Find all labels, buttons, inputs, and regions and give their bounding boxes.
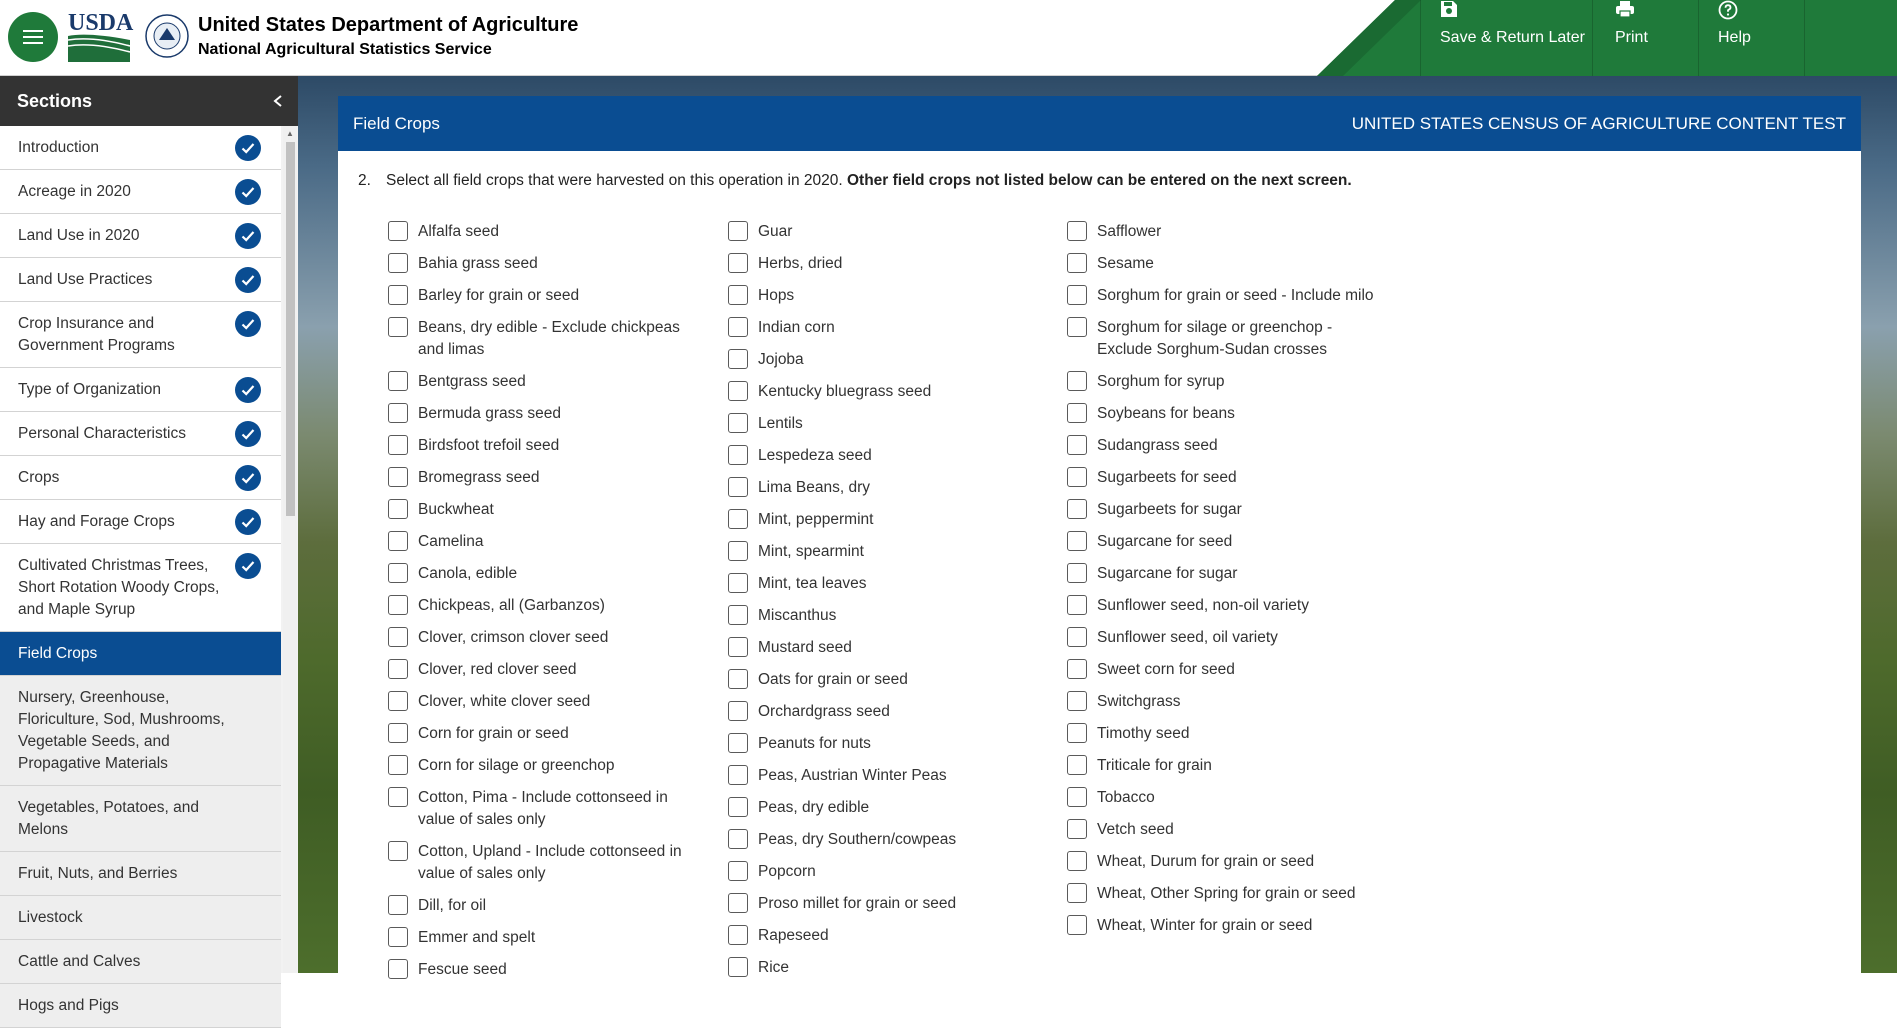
sidebar-title: Sections <box>17 90 93 111</box>
crop-option[interactable] <box>388 927 708 949</box>
crop-option[interactable] <box>728 829 1048 851</box>
crop-option[interactable] <box>1067 285 1387 307</box>
crop-checkbox[interactable] <box>388 499 408 519</box>
crop-column-2 <box>728 221 1048 989</box>
sidebar-item[interactable] <box>0 456 281 500</box>
crop-option-label: Chickpeas, all (Garbanzos) <box>418 597 605 614</box>
crop-checkbox[interactable] <box>728 445 748 465</box>
crop-option-label: Tobacco <box>1097 789 1155 806</box>
crop-option[interactable] <box>1067 659 1387 681</box>
checkmark-icon <box>235 135 261 161</box>
crop-option-label: Clover, crimson clover seed <box>418 629 609 646</box>
checkmark-icon <box>235 223 261 249</box>
crop-option-label: Peas, dry edible <box>758 799 870 816</box>
crop-option-label: Corn for silage or greenchop <box>418 757 615 774</box>
crop-checkbox[interactable] <box>388 659 408 679</box>
crop-checkbox[interactable] <box>728 349 748 369</box>
crop-option[interactable] <box>388 403 708 425</box>
sidebar-scrollbar[interactable] <box>283 126 297 973</box>
crop-option-label: Oats for grain or seed <box>758 671 908 688</box>
crop-option[interactable] <box>728 925 1048 947</box>
crop-option[interactable] <box>1067 403 1387 425</box>
crop-option[interactable] <box>388 499 708 521</box>
floppy-disk-icon <box>1440 0 1458 18</box>
sidebar-item-label: Livestock <box>18 909 83 926</box>
crop-checkbox[interactable] <box>388 467 408 487</box>
crop-option[interactable] <box>388 755 708 777</box>
crop-checkbox[interactable] <box>1067 253 1087 273</box>
crop-option[interactable] <box>728 701 1048 723</box>
crop-option[interactable] <box>728 285 1048 307</box>
sidebar-item-label: Introduction <box>18 139 99 156</box>
crop-option-label: Bentgrass seed <box>418 373 526 390</box>
crop-option[interactable] <box>728 349 1048 371</box>
header-actions-bar <box>1317 0 1897 76</box>
checkmark-icon <box>235 509 261 535</box>
help-label: Help <box>1718 29 1751 46</box>
sidebar-item[interactable] <box>0 126 281 170</box>
collapse-chevron-left-icon[interactable] <box>272 94 284 108</box>
crop-checkbox[interactable] <box>728 413 748 433</box>
crop-checkbox[interactable] <box>388 531 408 551</box>
crop-checkbox[interactable] <box>388 787 408 807</box>
crop-checkbox[interactable] <box>728 381 748 401</box>
crop-checkbox[interactable] <box>388 691 408 711</box>
crop-option-label: Herbs, dried <box>758 255 843 272</box>
crop-option-label: Indian corn <box>758 319 835 336</box>
site-header <box>0 0 1897 76</box>
crop-checkbox[interactable] <box>388 371 408 391</box>
crop-option[interactable] <box>388 895 708 917</box>
crop-checkbox[interactable] <box>388 959 408 979</box>
question-circle-icon <box>1718 0 1738 20</box>
crop-option-label: Lentils <box>758 415 803 432</box>
panel-header <box>338 96 1861 151</box>
sidebar-item-label: Crop Insurance and Government Programs <box>18 315 175 354</box>
field-crops-panel <box>338 96 1861 978</box>
crop-checkbox[interactable] <box>388 595 408 615</box>
crop-option[interactable] <box>728 765 1048 787</box>
crop-option-label: Peanuts for nuts <box>758 735 871 752</box>
crop-option[interactable] <box>388 563 708 585</box>
crop-option-label: Sugarcane for sugar <box>1097 565 1238 582</box>
crop-checkbox[interactable] <box>728 957 748 977</box>
crop-option-label: Jojoba <box>758 351 804 368</box>
crop-option[interactable] <box>728 733 1048 755</box>
crop-checkbox[interactable] <box>728 829 748 849</box>
crop-option-label: Sugarbeets for seed <box>1097 469 1237 486</box>
checkmark-icon <box>235 267 261 293</box>
menu-button[interactable] <box>8 12 58 62</box>
census-seal-icon <box>144 10 190 62</box>
crop-checkbox[interactable] <box>728 733 748 753</box>
crop-option-label: Bromegrass seed <box>418 469 540 486</box>
crop-option-label: Triticale for grain <box>1097 757 1212 774</box>
crop-option-label: Mint, tea leaves <box>758 575 867 592</box>
crop-option[interactable] <box>728 957 1048 979</box>
crop-option[interactable] <box>1067 595 1387 617</box>
hamburger-icon <box>23 30 43 44</box>
crop-option[interactable] <box>1067 691 1387 713</box>
crop-option-label: Sorghum for grain or seed - Include milo <box>1097 287 1374 304</box>
crop-checkbox[interactable] <box>728 477 748 497</box>
crop-checkbox[interactable] <box>1067 851 1087 871</box>
crop-option-label: Corn for grain or seed <box>418 725 569 742</box>
sidebar-item-label: Type of Organization <box>18 381 162 398</box>
sidebar-item[interactable] <box>0 500 281 544</box>
sidebar-item[interactable] <box>0 412 281 456</box>
checkmark-icon <box>235 553 261 579</box>
crop-checkbox[interactable] <box>1067 627 1087 647</box>
sidebar-item-label: Land Use in 2020 <box>18 227 140 244</box>
crop-option[interactable] <box>388 467 708 489</box>
question-prompt <box>358 172 1352 190</box>
crop-option-label: Peas, dry Southern/cowpeas <box>758 831 957 848</box>
sidebar-item[interactable] <box>0 302 281 368</box>
crop-checkbox[interactable] <box>728 925 748 945</box>
crop-option[interactable] <box>1067 627 1387 649</box>
crop-option[interactable] <box>728 605 1048 627</box>
crop-option-label: Wheat, Durum for grain or seed <box>1097 853 1315 870</box>
sidebar-item[interactable] <box>0 984 281 1028</box>
crop-option[interactable] <box>388 221 708 243</box>
crop-checkbox[interactable] <box>388 755 408 775</box>
sidebar-section-list <box>0 126 281 1028</box>
crop-option[interactable] <box>388 371 708 393</box>
crop-checkbox[interactable] <box>728 893 748 913</box>
crop-option[interactable] <box>1067 755 1387 777</box>
crop-checkbox[interactable] <box>388 927 408 947</box>
crop-option[interactable] <box>1067 851 1387 873</box>
sidebar-item[interactable] <box>0 786 281 852</box>
crop-checkbox[interactable] <box>1067 531 1087 551</box>
crop-option-label: Buckwheat <box>418 501 494 518</box>
crop-column-1 <box>388 221 708 991</box>
crop-checkbox[interactable] <box>388 563 408 583</box>
scrollbar-thumb[interactable] <box>286 142 295 516</box>
scroll-up-arrow-icon[interactable]: ▲ <box>286 129 294 138</box>
sidebar-item[interactable] <box>0 170 281 214</box>
crop-option[interactable] <box>388 285 708 307</box>
crop-checkbox[interactable] <box>1067 819 1087 839</box>
crop-option[interactable] <box>388 627 708 649</box>
crop-option-label: Wheat, Other Spring for grain or seed <box>1097 885 1356 902</box>
crop-option-label: Sunflower seed, non-oil variety <box>1097 597 1309 614</box>
crop-option-label: Rice <box>758 959 790 976</box>
crop-option[interactable] <box>388 595 708 617</box>
crop-checkbox[interactable] <box>388 285 408 305</box>
crop-option[interactable] <box>1067 787 1387 809</box>
crop-option-label: Clover, white clover seed <box>418 693 591 710</box>
crop-option-label: Miscanthus <box>758 607 837 624</box>
crop-checkbox[interactable] <box>1067 221 1087 241</box>
crop-option[interactable] <box>728 317 1048 339</box>
crop-option[interactable] <box>1067 221 1387 243</box>
save-return-later-label: Save & Return Later <box>1440 29 1585 46</box>
sections-sidebar <box>0 76 298 1014</box>
crop-option[interactable] <box>388 253 708 275</box>
crop-option[interactable] <box>1067 317 1387 361</box>
crop-checkbox[interactable] <box>1067 659 1087 679</box>
sidebar-item-label: Personal Characteristics <box>18 425 186 442</box>
agency-title: United States Department of Agriculture <box>198 14 579 36</box>
crop-checkbox[interactable] <box>1067 723 1087 743</box>
crop-column-3 <box>1067 221 1387 947</box>
crop-option-label: Camelina <box>418 533 484 550</box>
crop-option[interactable] <box>728 477 1048 499</box>
crop-option-label: Alfalfa seed <box>418 223 499 240</box>
sidebar-item-label: Crops <box>18 469 60 486</box>
crop-option[interactable] <box>1067 435 1387 457</box>
sidebar-item-label: Land Use Practices <box>18 271 153 288</box>
crop-checkbox[interactable] <box>1067 691 1087 711</box>
crop-option-label: Cotton, Pima - Include cottonseed in value of sales only <box>418 789 668 828</box>
sidebar-item[interactable] <box>0 852 281 896</box>
crop-option-label: Hops <box>758 287 795 304</box>
sidebar-item-label: Field Crops <box>18 645 98 662</box>
sidebar-item-label: Fruit, Nuts, and Berries <box>18 865 178 882</box>
agency-subtitle: National Agricultural Statistics Service <box>198 41 492 58</box>
crop-checkbox[interactable] <box>1067 563 1087 583</box>
print-button[interactable] <box>1615 0 1648 76</box>
crop-option[interactable] <box>1067 467 1387 489</box>
crop-checkbox[interactable] <box>1067 787 1087 807</box>
crop-checkbox[interactable] <box>388 221 408 241</box>
crop-option[interactable] <box>1067 499 1387 521</box>
crop-checkbox[interactable] <box>728 285 748 305</box>
crop-checkbox[interactable] <box>1067 467 1087 487</box>
crop-option-label: Birdsfoot trefoil seed <box>418 437 560 454</box>
crop-option[interactable] <box>388 659 708 681</box>
header-green-band <box>1317 0 1897 76</box>
save-return-later-button[interactable] <box>1440 0 1585 76</box>
crop-checkbox[interactable] <box>728 861 748 881</box>
crop-checkbox[interactable] <box>1067 883 1087 903</box>
crop-checkbox[interactable] <box>1067 435 1087 455</box>
sidebar-item[interactable] <box>0 940 281 984</box>
crop-option-label: Lespedeza seed <box>758 447 872 464</box>
question-number: 2. <box>358 172 371 189</box>
crop-option-label: Proso millet for grain or seed <box>758 895 957 912</box>
crop-option-label: Vetch seed <box>1097 821 1174 838</box>
crop-option-label: Sesame <box>1097 255 1154 272</box>
sidebar-item-label: Cultivated Christmas Trees, Short Rotation Woody Crops, and Maple Syrup <box>18 557 220 618</box>
sidebar-item-label: Acreage in 2020 <box>18 183 131 200</box>
crop-checkbox[interactable] <box>728 701 748 721</box>
crop-option[interactable] <box>728 445 1048 467</box>
crop-checkbox[interactable] <box>728 765 748 785</box>
crop-option[interactable] <box>1067 371 1387 393</box>
crop-checkbox[interactable] <box>728 541 748 561</box>
crop-option-label: Clover, red clover seed <box>418 661 577 678</box>
sidebar-item-label: Nursery, Greenhouse, Floriculture, Sod, Mushrooms, Vegetable Seeds, and Propagative Materials <box>18 689 225 772</box>
crop-option-label: Soybeans for beans <box>1097 405 1235 422</box>
crop-option-label: Mint, spearmint <box>758 543 864 560</box>
checkmark-icon <box>235 179 261 205</box>
survey-name: UNITED STATES CENSUS OF AGRICULTURE CONTENT TEST <box>1351 113 1846 133</box>
question-note: Other field crops not listed below can be entered on the next screen. <box>846 172 1352 189</box>
crop-option-label: Wheat, Winter for grain or seed <box>1097 917 1313 934</box>
crop-checkbox[interactable] <box>728 573 748 593</box>
crop-option[interactable] <box>728 509 1048 531</box>
crop-option[interactable] <box>728 669 1048 691</box>
crop-checkbox[interactable] <box>1067 317 1087 337</box>
crop-option[interactable] <box>728 797 1048 819</box>
question-text: Select all field crops that were harvested on this operation in 2020. <box>386 172 843 189</box>
crop-checkbox[interactable] <box>388 895 408 915</box>
crop-option-label: Sudangrass seed <box>1097 437 1218 454</box>
crop-checkbox[interactable] <box>388 435 408 455</box>
crop-checkbox[interactable] <box>388 253 408 273</box>
crop-checkbox[interactable] <box>388 317 408 337</box>
crop-option-label: Popcorn <box>758 863 816 880</box>
checkmark-icon <box>235 377 261 403</box>
crop-checkbox[interactable] <box>388 403 408 423</box>
crop-option-label: Rapeseed <box>758 927 829 944</box>
crop-option-label: Sugarcane for seed <box>1097 533 1233 550</box>
crop-option-label: Bahia grass seed <box>418 255 538 272</box>
crop-option[interactable] <box>388 841 708 885</box>
crop-checkbox[interactable] <box>1067 371 1087 391</box>
crop-checkbox[interactable] <box>728 669 748 689</box>
checkmark-icon <box>235 421 261 447</box>
crop-option-label: Fescue seed <box>418 961 507 978</box>
crop-option[interactable] <box>388 531 708 553</box>
checkmark-icon <box>235 311 261 337</box>
crop-checkbox[interactable] <box>1067 755 1087 775</box>
crop-option-label: Cotton, Upland - Include cottonseed in value of sales only <box>418 843 682 882</box>
usda-logo <box>68 10 134 62</box>
checkmark-icon <box>235 465 261 491</box>
sidebar-item[interactable] <box>0 632 281 676</box>
crop-option-label: Sorghum for silage or greenchop - Exclude Sorghum-Sudan crosses <box>1097 319 1333 358</box>
crop-option[interactable] <box>388 691 708 713</box>
crop-option[interactable] <box>728 413 1048 435</box>
crop-option-label: Orchardgrass seed <box>758 703 890 720</box>
help-button[interactable] <box>1718 0 1751 76</box>
crop-option-label: Beans, dry edible - Exclude chickpeas and limas <box>418 319 680 358</box>
crop-option-label: Lima Beans, dry <box>758 479 870 496</box>
crop-option[interactable] <box>728 861 1048 883</box>
crop-checkbox[interactable] <box>728 797 748 817</box>
sidebar-item[interactable] <box>0 258 281 302</box>
crop-option[interactable] <box>1067 819 1387 841</box>
crop-option-label: Timothy seed <box>1097 725 1190 742</box>
crop-checkbox[interactable] <box>728 637 748 657</box>
print-label: Print <box>1615 29 1648 46</box>
sidebar-item[interactable] <box>0 676 281 786</box>
crop-option[interactable] <box>1067 915 1387 937</box>
sidebar-item-label: Hogs and Pigs <box>18 997 119 1014</box>
crop-option-label: Canola, edible <box>418 565 518 582</box>
sidebar-item-label: Vegetables, Potatoes, and Melons <box>18 799 199 838</box>
crop-checkbox[interactable] <box>1067 915 1087 935</box>
sidebar-item-label: Hay and Forage Crops <box>18 513 175 530</box>
crop-option-label: Bermuda grass seed <box>418 405 562 422</box>
crop-option-label: Guar <box>758 223 793 240</box>
crop-checkbox[interactable] <box>728 253 748 273</box>
crop-option-label: Mint, peppermint <box>758 511 874 528</box>
crop-option-label: Barley for grain or seed <box>418 287 580 304</box>
crop-checkbox[interactable] <box>388 627 408 647</box>
crop-option[interactable] <box>728 637 1048 659</box>
crop-option[interactable] <box>1067 531 1387 553</box>
crop-checkbox[interactable] <box>728 221 748 241</box>
crop-option[interactable] <box>388 317 708 361</box>
crop-checkbox[interactable] <box>1067 285 1087 305</box>
crop-option-label: Sunflower seed, oil variety <box>1097 629 1278 646</box>
crop-option[interactable] <box>728 381 1048 403</box>
sidebar-header <box>0 76 298 126</box>
crop-option-label: Switchgrass <box>1097 693 1181 710</box>
crop-option-label: Safflower <box>1097 223 1162 240</box>
printer-icon <box>1615 0 1635 18</box>
crop-option-label: Sorghum for syrup <box>1097 373 1225 390</box>
crop-option[interactable] <box>1067 883 1387 905</box>
crop-option[interactable] <box>1067 253 1387 275</box>
crop-option[interactable] <box>388 723 708 745</box>
crop-checkbox[interactable] <box>388 723 408 743</box>
crop-option[interactable] <box>728 221 1048 243</box>
crop-checkbox[interactable] <box>1067 595 1087 615</box>
sidebar-item[interactable] <box>0 214 281 258</box>
sidebar-item[interactable] <box>0 896 281 940</box>
crop-option[interactable] <box>728 893 1048 915</box>
crop-option[interactable] <box>728 573 1048 595</box>
crop-checkbox[interactable] <box>388 841 408 861</box>
crop-checkbox[interactable] <box>1067 403 1087 423</box>
crop-checkbox[interactable] <box>728 605 748 625</box>
crop-checkbox[interactable] <box>728 317 748 337</box>
crop-option-label: Mustard seed <box>758 639 852 656</box>
crop-option[interactable] <box>388 959 708 981</box>
crop-option-label: Peas, Austrian Winter Peas <box>758 767 947 784</box>
crop-checkbox[interactable] <box>1067 499 1087 519</box>
crop-option[interactable] <box>728 541 1048 563</box>
crop-checkbox[interactable] <box>728 509 748 529</box>
sidebar-item[interactable] <box>0 368 281 412</box>
crop-option[interactable] <box>388 435 708 457</box>
usda-logo-text: USDA <box>68 10 134 36</box>
crop-option-label: Sugarbeets for sugar <box>1097 501 1242 518</box>
crop-option[interactable] <box>1067 563 1387 585</box>
crop-option-label: Kentucky bluegrass seed <box>758 383 932 400</box>
crop-option[interactable] <box>1067 723 1387 745</box>
sidebar-item-label: Cattle and Calves <box>18 953 141 970</box>
sidebar-item[interactable] <box>0 544 281 632</box>
panel-title: Field Crops <box>353 113 440 133</box>
crop-option[interactable] <box>728 253 1048 275</box>
crop-option-label: Dill, for oil <box>418 897 487 914</box>
crop-option-label: Emmer and spelt <box>418 929 536 946</box>
crop-option-label: Sweet corn for seed <box>1097 661 1235 678</box>
crop-option[interactable] <box>388 787 708 831</box>
